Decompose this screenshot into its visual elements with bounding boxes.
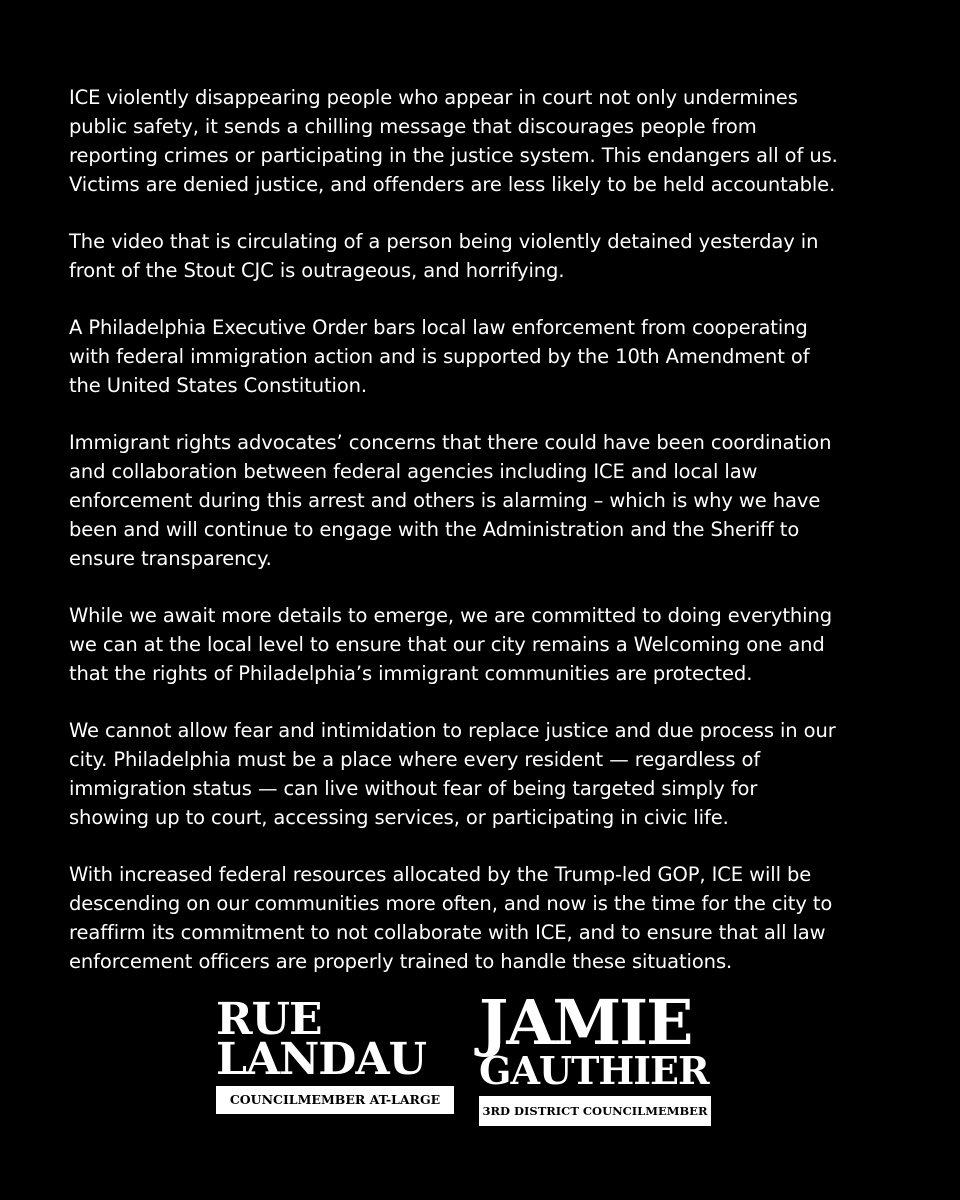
paragraph-line: enforcement during this arrest and others is alarming – which is why we have <box>69 489 821 512</box>
signature-block <box>216 986 736 1140</box>
statement-body <box>69 83 919 1004</box>
paragraph-line: While we await more details to emerge, we are committed to doing everything <box>69 604 832 627</box>
paragraph-line: The video that is circulating of a person being violently detained yesterday in <box>69 230 819 253</box>
landau-title-badge: COUNCILMEMBER AT-LARGE <box>216 1086 454 1114</box>
paragraph-6 <box>69 716 919 832</box>
landau-last-name: LANDAU <box>216 1034 426 1085</box>
paragraph-line: We cannot allow fear and intimidation to replace justice and due process in our <box>69 719 836 742</box>
paragraph-7 <box>69 860 919 976</box>
paragraph-4 <box>69 428 919 573</box>
paragraph-line: Victims are denied justice, and offenders are less likely to be held accountable. <box>69 173 836 196</box>
paragraph-1 <box>69 83 919 199</box>
paragraph-line: public safety, it sends a chilling message that discourages people from <box>69 115 757 138</box>
paragraph-line: front of the Stout CJC is outrageous, and horrifying. <box>69 259 565 282</box>
paragraph-line: ICE violently disappearing people who appear in court not only undermines <box>69 86 798 109</box>
landau-first-name: RUE <box>216 994 322 1045</box>
paragraph-2 <box>69 227 919 285</box>
paragraph-line: descending on our communities more often, and now is the time for the city to <box>69 892 833 915</box>
paragraph-line: immigration status — can live without fear of being targeted simply for <box>69 777 758 800</box>
signature-landau <box>216 994 456 1114</box>
paragraph-line: reporting crimes or participating in the justice system. This endangers all of us. <box>69 144 838 167</box>
paragraph-line: the United States Constitution. <box>69 374 368 397</box>
paragraph-line: and collaboration between federal agencies including ICE and local law <box>69 460 758 483</box>
paragraph-line: reaffirm its commitment to not collaborate with ICE, and to ensure that all law <box>69 921 826 944</box>
paragraph-line: A Philadelphia Executive Order bars local law enforcement from cooperating <box>69 316 808 339</box>
paragraph-line: ensure transparency. <box>69 547 272 570</box>
paragraph-line: enforcement officers are properly trained to handle these situations. <box>69 950 733 973</box>
paragraph-line: that the rights of Philadelphia’s immigrant communities are protected. <box>69 662 753 685</box>
paragraph-line: we can at the local level to ensure that our city remains a Welcoming one and <box>69 633 825 656</box>
paragraph-5 <box>69 601 919 688</box>
gauthier-title-badge: 3RD DISTRICT COUNCILMEMBER <box>479 1096 711 1126</box>
gauthier-last-name: GAUTHIER <box>479 1048 709 1093</box>
paragraph-line: With increased federal resources allocated by the Trump-led GOP, ICE will be <box>69 863 812 886</box>
paragraph-3 <box>69 313 919 400</box>
paragraph-line: Immigrant rights advocates’ concerns that there could have been coordination <box>69 431 832 454</box>
signature-gauthier <box>479 986 719 1126</box>
gauthier-first-name: JAMIE <box>479 986 692 1059</box>
paragraph-line: with federal immigration action and is supported by the 10th Amendment of <box>69 345 810 368</box>
paragraph-line: city. Philadelphia must be a place where every resident — regardless of <box>69 748 761 771</box>
paragraph-line: been and will continue to engage with the Administration and the Sheriff to <box>69 518 800 541</box>
paragraph-line: showing up to court, accessing services, or participating in civic life. <box>69 806 729 829</box>
